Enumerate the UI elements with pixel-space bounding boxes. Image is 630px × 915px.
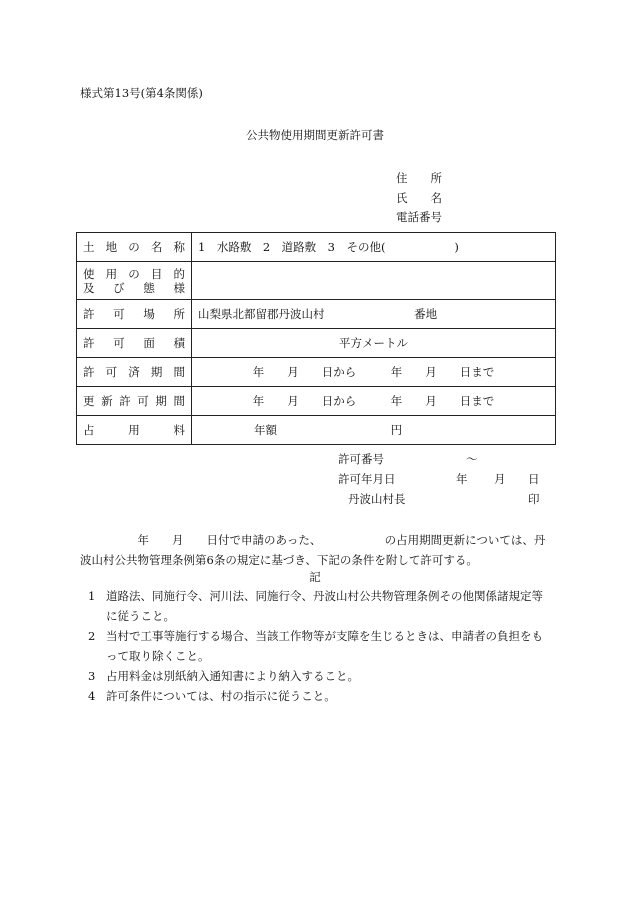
fee-annual: 年額 [254, 423, 277, 437]
conditions-list [88, 586, 554, 706]
purpose-value [192, 262, 556, 300]
location-suffix: 番地 [414, 307, 438, 321]
condition-number: 4 [88, 689, 96, 703]
permit-date-day: 日 [528, 472, 540, 486]
location-label: 許可場所 [83, 307, 185, 321]
permitted-period-label: 許可済期間 [83, 365, 185, 379]
land-name-options: 1 水路敷 2 道路敷 3 その他( ) [192, 233, 556, 262]
location-value [192, 300, 556, 329]
applicant-info [396, 170, 442, 229]
seal-mark: 印 [528, 492, 540, 506]
renewal-period-row [77, 387, 556, 416]
renewal-period-value: 年 月 日から 年 月 日まで [192, 387, 556, 416]
land-name-row [77, 233, 556, 262]
permit-date-month: 月 [494, 472, 506, 486]
purpose-label-line2: 及び態様 [83, 280, 185, 295]
area-label: 許可面積 [83, 336, 185, 350]
renewal-period-label: 更新許可期間 [83, 394, 185, 408]
location-prefix: 山梨県北都留郡丹波山村 [198, 307, 325, 321]
document-title: 公共物使用期間更新許可書 [246, 128, 384, 142]
permit-number-label: 許可番号 [338, 452, 384, 466]
issuer-name: 丹波山村長 [348, 492, 406, 506]
area-row [77, 329, 556, 358]
condition-text: 当村で工事等施行する場合、当該工作物等が支障を生じるときは、申請者の負担をもって取り除くこと。 [106, 629, 543, 663]
form-number: 様式第13号(第4条関係) [80, 86, 203, 100]
fee-label: 占用料 [83, 423, 185, 437]
body-paragraph: 年 月 日付で申請のあった、 の占用期間更新については、丹波山村公共物管理条例第6条の規定に基づき、下記の条件を附して許可する。 [80, 533, 546, 567]
permit-info [338, 451, 558, 511]
name-label: 氏 名 [396, 190, 442, 205]
permitted-period-row [77, 358, 556, 387]
phone-label: 電話番号 [396, 210, 442, 224]
note-heading: 記 [309, 570, 321, 584]
purpose-row [77, 262, 556, 300]
area-unit: 平方メートル [192, 329, 556, 358]
purpose-label-line1: 使用の目的 [83, 266, 185, 281]
permit-table [76, 232, 556, 445]
condition-text: 道路法、同施行令、河川法、同施行令、丹波山村公共物管理条例その他関係諸規定等に従うこと。 [106, 589, 543, 623]
condition-item [88, 586, 554, 626]
permit-date-year: 年 [456, 472, 468, 486]
permitted-period-value: 年 月 日から 年 月 日まで [192, 358, 556, 387]
permit-date-label: 許可年月日 [338, 472, 396, 486]
condition-number: 1 [88, 589, 96, 603]
condition-text: 許可条件については、村の指示に従うこと。 [106, 689, 336, 703]
condition-item [88, 666, 554, 686]
land-name-label: 土地の名称 [83, 240, 185, 254]
fee-row [77, 416, 556, 445]
location-row [77, 300, 556, 329]
condition-item [88, 686, 554, 706]
address-label: 住 所 [396, 171, 442, 185]
condition-text: 占用料金は別紙納入通知書により納入すること。 [106, 669, 359, 683]
condition-number: 3 [88, 669, 96, 683]
permit-number-tilde: 〜 [466, 452, 478, 466]
fee-unit: 円 [390, 423, 403, 437]
condition-number: 2 [88, 629, 96, 643]
condition-item [88, 626, 554, 666]
fee-value [192, 416, 556, 445]
